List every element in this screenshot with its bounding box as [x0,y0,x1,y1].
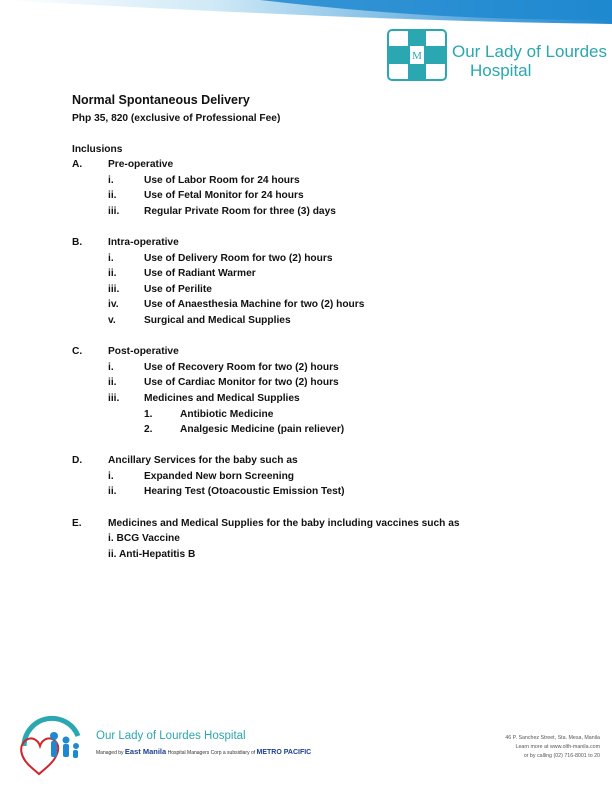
list-item: iii. Medicines and Medical Supplies [108,392,300,404]
list-item: ii. Hearing Test (Otoacoustic Emission Test) [108,486,345,498]
metro-pacific-logo: METRO PACIFIC [256,749,312,756]
price-line: Php 35, 820 (exclusive of Professional Fee) [72,113,281,124]
section-title: Medicines and Medical Supplies for the baby including vaccines such as [108,517,460,529]
list-item: iii. Regular Private Room for three (3) days [108,205,336,217]
document-body [72,92,552,562]
section-letter: E. [72,517,82,529]
section-letter: A. [72,159,83,170]
hospital-name-line2: Hospital [470,61,532,80]
section-d [72,453,552,500]
svg-text:M: M [412,50,422,62]
list-item: i. Use of Delivery Room for two (2) hours [108,252,333,264]
section-c [72,344,552,438]
inclusions-label: Inclusions [72,144,123,155]
section-title: Pre-operative [108,159,174,170]
hospital-name [452,42,607,80]
section-b [72,235,552,329]
family-health-care-logo-icon [14,706,88,776]
document-title: Normal Spontaneous Delivery [72,93,250,107]
list-item: ii. Anti-Hepatitis B [108,548,196,560]
list-item: iv. Use of Anaesthesia Machine for two (2) hours [108,299,365,311]
section-title: Post-operative [108,346,179,358]
footer-hospital-name: Our Lady of Lourdes Hospital [96,730,246,742]
section-letter: C. [72,346,83,358]
sub-list-item: 2. Analgesic Medicine (pain reliever) [144,424,345,436]
list-item: ii. Use of Radiant Warmer [108,268,256,280]
list-item: v. Surgical and Medical Supplies [108,314,291,326]
section-a [72,157,552,219]
list-item: i. Use of Labor Room for 24 hours [108,174,300,186]
list-item: i. Use of Recovery Room for two (2) hours [108,361,339,373]
section-e [72,516,552,563]
list-item: ii. Use of Cardiac Monitor for two (2) hours [108,377,339,389]
list-item: i. BCG Vaccine [108,533,180,545]
section-letter: B. [72,236,83,248]
footer-managed-by: Managed by East Manila Hospital Managers Corp a subsidiary of METRO PACIFIC [96,747,312,756]
sub-list-item: 1. Antibiotic Medicine [144,408,274,420]
hospital-name-line1: Our Lady of Lourdes [452,42,607,61]
footer-address: 46 P. Sanchez Street, Sta. Mesa, Manila Learn more at www.olth-manila.com or by calling (02) 716-8001 to 20 [505,735,600,759]
section-letter: D. [72,455,83,467]
list-item: i. Expanded New born Screening [108,470,295,482]
section-title: Ancillary Services for the baby such as [108,455,298,467]
hospital-logo-icon [386,28,448,82]
section-title: Intra-operative [108,236,179,248]
east-manila-logo: East Manila [124,747,167,756]
list-item: iii. Use of Perilite [108,283,212,295]
list-item: ii. Use of Fetal Monitor for 24 hours [108,190,304,202]
